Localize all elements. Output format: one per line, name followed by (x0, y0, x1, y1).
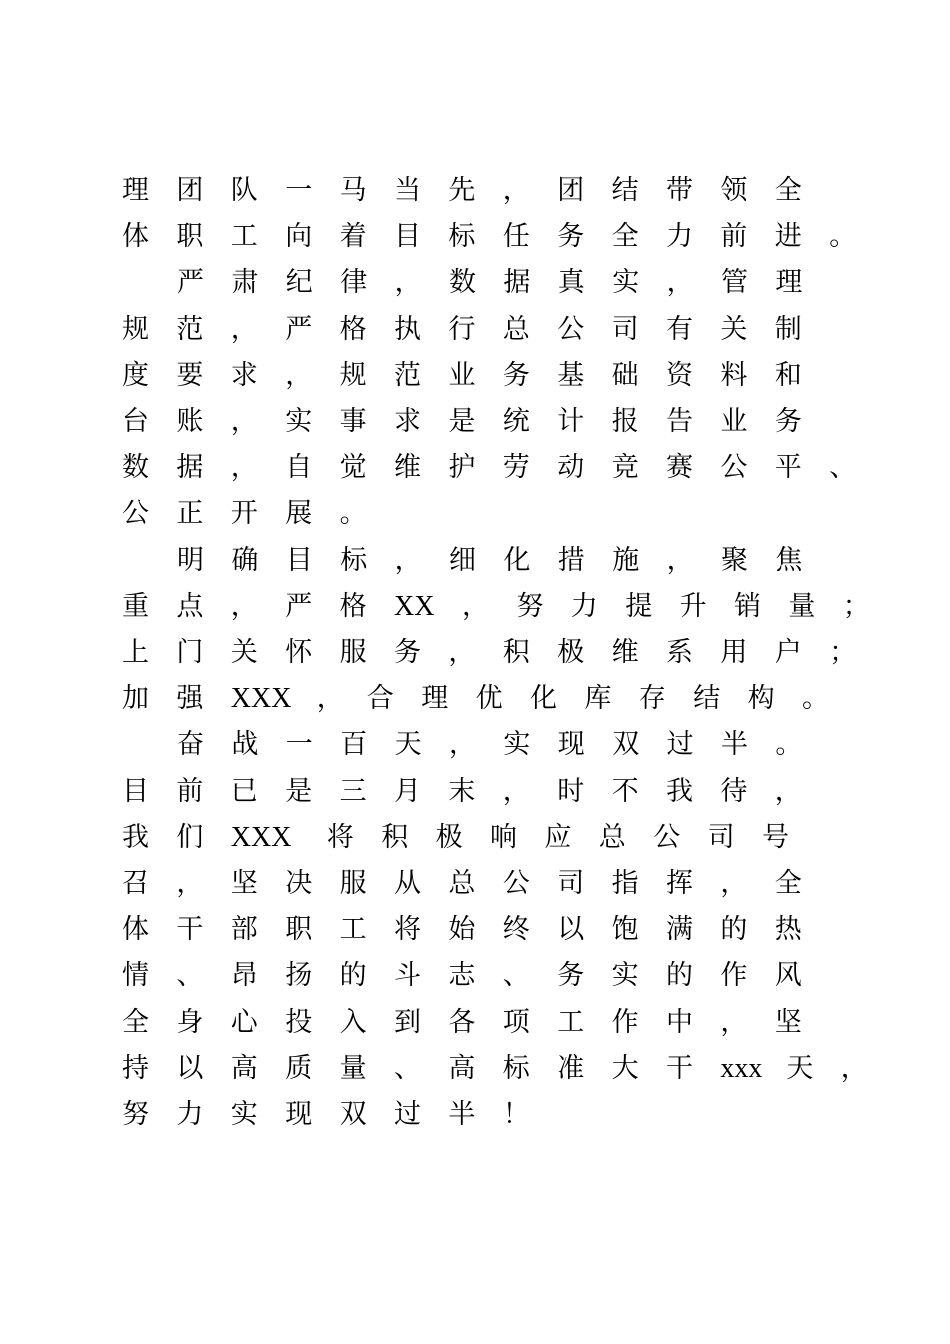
text-char: 干 (666, 1052, 693, 1084)
text-char: 构 (747, 683, 775, 715)
text-char: 点 (176, 590, 204, 622)
text-char: 半 (721, 729, 748, 761)
text-char: 入 (339, 1006, 367, 1038)
text-char: 务 (502, 359, 530, 391)
text-char: 基 (557, 359, 585, 391)
text-char: 队 (230, 175, 258, 206)
text-char: 施 (612, 544, 640, 576)
text-char: 严 (285, 313, 313, 345)
text-char: 升 (679, 590, 707, 622)
text-char: 系 (666, 637, 693, 668)
text-char: 饱 (611, 914, 639, 946)
text-char: 要 (176, 359, 204, 391)
text-char: 是 (285, 775, 313, 807)
text-char: 护 (448, 452, 476, 484)
text-char: 体 (122, 914, 149, 946)
text-char: 时 (557, 775, 585, 807)
text-line (0, 861, 950, 907)
text-char: 各 (448, 1006, 476, 1038)
text-char: 奋 (177, 729, 204, 761)
text-char: 律 (340, 267, 368, 299)
text-char: 目 (122, 775, 149, 807)
text-char: ， (502, 175, 530, 206)
text-char: 务 (774, 406, 802, 437)
text-char: 指 (611, 868, 639, 899)
text-char: 决 (285, 868, 313, 899)
text-char: 心 (230, 1006, 258, 1038)
text-char: 领 (720, 175, 748, 206)
text-char: xxx (720, 1052, 763, 1084)
text-char: 公 (122, 498, 149, 530)
text-char: 资 (666, 359, 693, 391)
text-char: 据 (176, 452, 204, 484)
text-char: 我 (122, 821, 149, 853)
text-char: 据 (503, 267, 531, 299)
text-char: 中 (666, 1006, 693, 1038)
text-char: 计 (557, 406, 585, 437)
text-char: 服 (339, 868, 367, 899)
text-char: 末 (448, 775, 476, 807)
text-char: 准 (557, 1052, 585, 1084)
text-char: 理 (421, 683, 449, 715)
text-char: 着 (339, 221, 367, 253)
text-char: 范 (394, 359, 421, 391)
text-char: 挥 (666, 868, 693, 899)
text-char: 格 (339, 590, 367, 622)
text-char: 质 (285, 1052, 313, 1084)
text-line (0, 907, 950, 953)
text-char: 双 (339, 1099, 367, 1130)
text-line (0, 1046, 950, 1092)
text-char: 结 (611, 175, 639, 206)
text-char: 销 (734, 590, 761, 622)
text-char: 投 (285, 1006, 313, 1038)
text-char: 提 (625, 590, 653, 622)
text-char: 工 (230, 221, 258, 253)
text-char: 待 (720, 775, 748, 807)
text-char: 全 (611, 221, 639, 253)
text-char: 司 (707, 821, 735, 853)
text-char: 天 (786, 1052, 814, 1084)
text-char: 行 (448, 313, 476, 345)
text-char: 真 (557, 267, 585, 299)
text-char: 风 (774, 960, 802, 992)
text-char: 全 (774, 868, 802, 899)
text-char: 。 (802, 683, 829, 715)
text-char: XX (394, 590, 435, 622)
text-char: 前 (720, 221, 748, 253)
text-char: 努 (122, 1099, 149, 1130)
text-char: 全 (122, 1006, 149, 1038)
text-char: 量 (788, 590, 816, 622)
text-char: 管 (721, 267, 748, 299)
text-char: 础 (611, 359, 639, 391)
text-char: 体 (122, 221, 149, 253)
text-char: ， (720, 868, 748, 899)
text-char: 范 (176, 313, 204, 345)
text-char: 极 (435, 821, 463, 853)
text-char: ， (720, 1006, 748, 1038)
text-char: 坚 (230, 868, 258, 899)
text-char: 将 (326, 821, 354, 853)
text-char: 执 (394, 313, 421, 345)
text-char: 先 (448, 175, 476, 206)
text-line (0, 815, 950, 861)
text-line (0, 399, 950, 445)
text-char: 、 (176, 960, 204, 992)
text-char: 动 (557, 452, 585, 484)
text-char: XXX (230, 683, 292, 715)
text-char: 满 (666, 914, 693, 946)
text-char: 扬 (285, 960, 313, 992)
text-char: 战 (231, 729, 259, 761)
text-char: 、 (394, 1052, 421, 1084)
text-char: 我 (666, 775, 693, 807)
text-char: 标 (448, 221, 476, 253)
text-char: 关 (720, 313, 748, 345)
text-char: 量 (339, 1052, 367, 1084)
text-char: 部 (230, 914, 258, 946)
text-char: 数 (122, 452, 149, 484)
text-char: 高 (230, 1052, 258, 1084)
text-char: 作 (720, 960, 748, 992)
text-char: ， (449, 729, 476, 761)
text-char: 明 (177, 544, 204, 576)
text-char: 持 (122, 1052, 149, 1084)
text-char: 召 (122, 868, 149, 899)
text-char: 实 (230, 1099, 258, 1130)
text-char: 报 (611, 406, 639, 437)
text-char: 求 (230, 359, 258, 391)
text-char: ， (316, 683, 344, 715)
text-char: 、 (829, 452, 857, 484)
text-char: 事 (339, 406, 367, 437)
text-char: 终 (502, 914, 530, 946)
text-line (0, 1092, 950, 1138)
text-char: 规 (339, 359, 367, 391)
text-char: ， (840, 1052, 868, 1084)
text-char: 极 (557, 637, 585, 668)
text-char: 严 (285, 590, 313, 622)
text-char: 力 (666, 221, 693, 253)
text-char: 目 (394, 221, 421, 253)
text-char: 高 (448, 1052, 476, 1084)
text-char: ， (774, 775, 802, 807)
text-char: 公 (653, 821, 681, 853)
text-char: 理 (775, 267, 803, 299)
text-char: 台 (122, 406, 149, 437)
text-char: 响 (490, 821, 517, 853)
text-char: 总 (502, 313, 530, 345)
text-char: 纪 (285, 267, 313, 299)
text-char: 百 (340, 729, 368, 761)
text-line (0, 538, 950, 584)
text-char: ， (666, 267, 694, 299)
text-char: 带 (666, 175, 693, 206)
text-char: 账 (176, 406, 204, 437)
text-char: 细 (449, 544, 476, 576)
text-char: 积 (502, 637, 530, 668)
text-char: ， (394, 267, 422, 299)
text-char: ， (448, 637, 476, 668)
text-char: 总 (598, 821, 626, 853)
text-char: ； (842, 590, 870, 622)
text-char: 焦 (775, 544, 803, 576)
text-char: 当 (394, 175, 421, 206)
text-char: 上 (122, 637, 149, 668)
text-char: 力 (176, 1099, 204, 1130)
text-char: 实 (285, 406, 313, 437)
text-char: 开 (230, 498, 258, 530)
text-char: ， (462, 590, 489, 622)
text-char: 服 (339, 637, 367, 668)
text-char: 赛 (666, 452, 693, 484)
text-char: ， (230, 406, 258, 437)
text-char: 维 (611, 637, 639, 668)
text-char: 库 (584, 683, 612, 715)
text-char: 用 (720, 637, 748, 668)
text-char: 告 (666, 406, 693, 437)
text-char: 实 (611, 960, 639, 992)
text-char: 。 (775, 729, 803, 761)
text-char: 斗 (394, 960, 421, 992)
text-char: 数 (449, 267, 476, 299)
text-char: 有 (666, 313, 693, 345)
text-char: 正 (176, 498, 204, 530)
text-char: 是 (448, 406, 476, 437)
text-char: 理 (122, 175, 149, 206)
text-char: 号 (762, 821, 789, 853)
text-char: 、 (502, 960, 530, 992)
text-char: 严 (177, 267, 204, 299)
text-char: 们 (176, 821, 204, 853)
text-char: 向 (285, 221, 313, 253)
text-line (0, 630, 950, 676)
text-line (0, 769, 950, 815)
text-char: ， (666, 544, 694, 576)
text-char: 热 (774, 914, 802, 946)
text-char: 户 (774, 637, 802, 668)
text-line (0, 953, 950, 999)
text-char: 马 (339, 175, 367, 206)
text-char: ！ (502, 1099, 530, 1130)
text-line (0, 491, 950, 537)
text-char: 化 (530, 683, 557, 715)
text-char: 门 (176, 637, 204, 668)
text-char: ， (230, 452, 258, 484)
text-char: ， (285, 359, 313, 391)
text-char: 司 (557, 868, 585, 899)
text-char: 关 (230, 637, 258, 668)
text-char: XXX (230, 821, 292, 853)
text-char: 合 (366, 683, 394, 715)
text-line (0, 584, 950, 630)
text-char: 肃 (231, 267, 259, 299)
text-char: 职 (176, 221, 204, 253)
text-char: 聚 (721, 544, 748, 576)
text-char: 月 (394, 775, 421, 807)
text-char: 从 (394, 868, 421, 899)
text-line (0, 722, 950, 768)
text-char: 务 (557, 221, 585, 253)
text-char: 始 (448, 914, 476, 946)
text-char: 团 (557, 175, 585, 206)
text-char: 求 (394, 406, 421, 437)
text-char: 公 (502, 868, 530, 899)
text-char: 标 (502, 1052, 530, 1084)
text-char: 总 (448, 868, 476, 899)
text-char: 料 (720, 359, 748, 391)
text-char: 的 (666, 960, 693, 992)
text-char: 身 (176, 1006, 204, 1038)
text-line (0, 214, 950, 260)
text-char: 以 (176, 1052, 204, 1084)
text-char: 力 (570, 590, 598, 622)
text-char: 将 (394, 914, 421, 946)
text-char: ， (176, 868, 204, 899)
text-char: 天 (394, 729, 422, 761)
text-char: 展 (285, 498, 313, 530)
text-char: 公 (557, 313, 585, 345)
text-char: 化 (503, 544, 531, 576)
text-char: 重 (122, 590, 149, 622)
text-char: 业 (448, 359, 476, 391)
text-char: 措 (557, 544, 585, 576)
text-char: 过 (666, 729, 694, 761)
text-char: 的 (720, 914, 748, 946)
text-char: 公 (720, 452, 748, 484)
text-char: 三 (339, 775, 367, 807)
text-char: 现 (557, 729, 585, 761)
text-char: 强 (176, 683, 204, 715)
text-char: 统 (502, 406, 530, 437)
text-char: 以 (557, 914, 585, 946)
text-char: 务 (557, 960, 585, 992)
text-char: 劳 (502, 452, 530, 484)
text-char: 双 (612, 729, 640, 761)
text-char: 工 (339, 914, 367, 946)
text-char: 现 (285, 1099, 313, 1130)
text-char: 一 (285, 175, 313, 206)
text-char: 已 (230, 775, 258, 807)
text-char: 平 (774, 452, 802, 484)
text-char: 自 (285, 452, 313, 484)
text-char: 司 (611, 313, 639, 345)
text-char: 不 (611, 775, 639, 807)
text-char: 应 (544, 821, 572, 853)
text-char: 任 (502, 221, 530, 253)
text-char: 到 (394, 1006, 421, 1038)
text-char: 实 (503, 729, 531, 761)
text-char: 结 (693, 683, 721, 715)
text-char: 目 (285, 544, 313, 576)
text-char: 一 (285, 729, 313, 761)
text-char: 确 (231, 544, 259, 576)
text-line (0, 1000, 950, 1046)
text-char: 加 (122, 683, 149, 715)
text-char: 前 (176, 775, 204, 807)
text-char: 半 (448, 1099, 476, 1130)
text-char: 的 (339, 960, 367, 992)
text-char: ； (829, 637, 857, 668)
text-char: 怀 (285, 637, 313, 668)
text-char: 进 (774, 221, 802, 253)
text-char: 规 (122, 313, 149, 345)
text-char: 格 (339, 313, 367, 345)
text-char: 干 (176, 914, 204, 946)
text-line (0, 260, 950, 306)
text-char: 存 (638, 683, 666, 715)
text-char: 团 (176, 175, 204, 206)
text-char: 作 (611, 1006, 639, 1038)
text-line (0, 307, 950, 353)
text-char: 大 (611, 1052, 639, 1084)
text-char: ， (394, 544, 422, 576)
text-char: 工 (557, 1006, 585, 1038)
text-line (0, 168, 950, 214)
text-char: 维 (394, 452, 421, 484)
text-char: 业 (720, 406, 748, 437)
text-char: 。 (339, 498, 367, 530)
text-char: 过 (394, 1099, 421, 1130)
text-char: 。 (829, 221, 857, 253)
text-char: 情 (122, 960, 149, 992)
text-char: 坚 (774, 1006, 802, 1038)
text-char: 昂 (230, 960, 258, 992)
text-line (0, 353, 950, 399)
text-char: ， (230, 590, 258, 622)
text-char: 标 (340, 544, 368, 576)
text-char: 度 (122, 359, 149, 391)
text-char: 务 (394, 637, 421, 668)
text-char: 优 (475, 683, 503, 715)
text-char: 竞 (611, 452, 639, 484)
text-char: 觉 (339, 452, 367, 484)
text-char: 和 (774, 359, 802, 391)
text-char: 实 (612, 267, 640, 299)
text-line (0, 676, 950, 722)
text-char: 志 (448, 960, 476, 992)
text-char: ， (230, 313, 258, 345)
text-char: 努 (516, 590, 544, 622)
text-char: 项 (502, 1006, 530, 1038)
text-char: 制 (774, 313, 802, 345)
text-char: 职 (285, 914, 313, 946)
text-line (0, 445, 950, 491)
text-char: 全 (774, 175, 802, 206)
text-char: ， (502, 775, 530, 807)
text-char: 积 (381, 821, 409, 853)
